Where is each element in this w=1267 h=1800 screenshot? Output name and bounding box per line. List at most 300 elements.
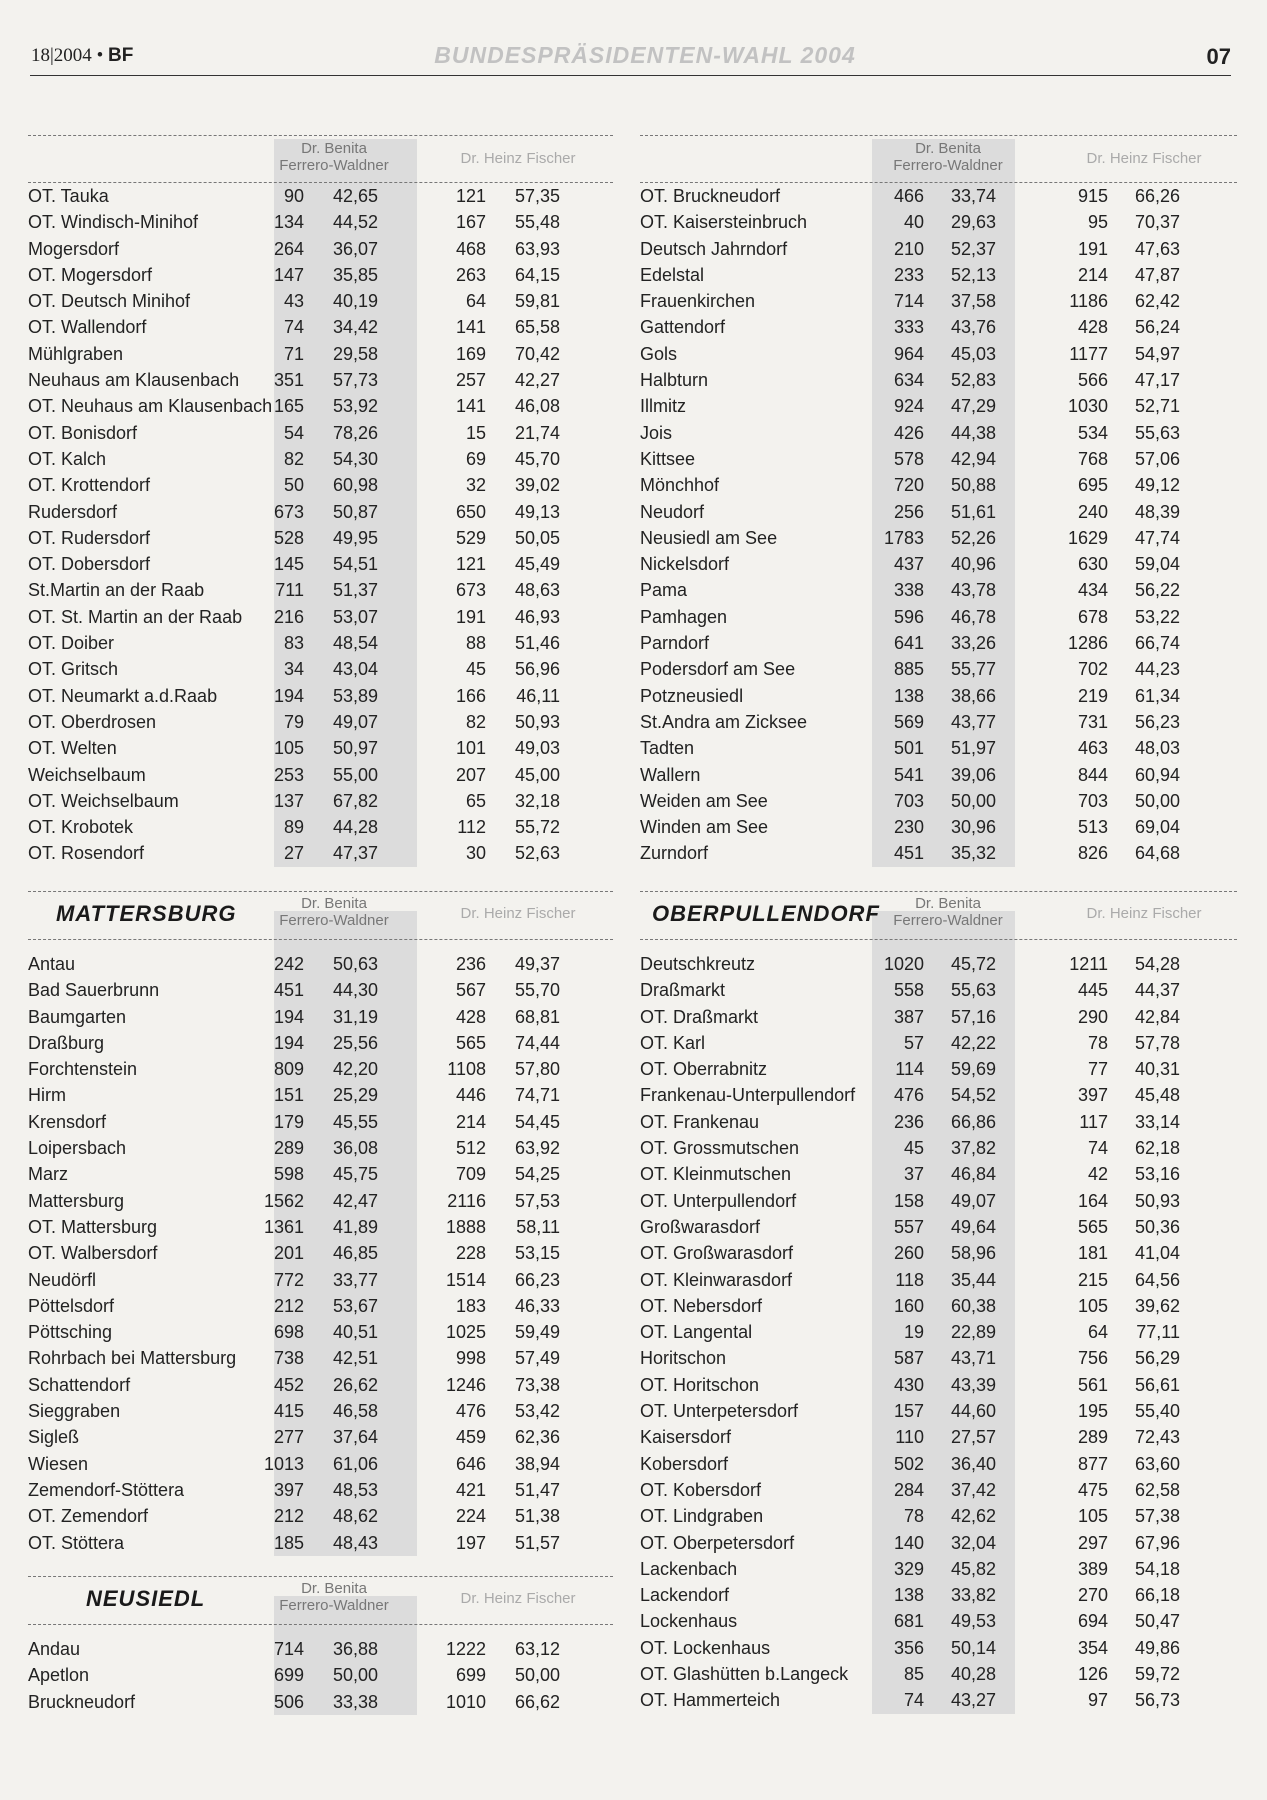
percent-ferrero-waldner: 42,51	[332, 1348, 378, 1369]
percent-fischer: 59,49	[514, 1322, 560, 1343]
votes-fischer: 446	[455, 1085, 486, 1106]
votes-ferrero-waldner: 596	[893, 606, 924, 627]
table-row	[28, 1030, 613, 1056]
table-row	[640, 393, 1237, 419]
percent-ferrero-waldner: 52,26	[950, 527, 996, 548]
percent-fischer: 40,31	[1134, 1059, 1180, 1080]
votes-fischer: 512	[455, 1138, 486, 1159]
votes-fischer: 703	[1077, 790, 1108, 811]
percent-ferrero-waldner: 35,44	[950, 1269, 996, 1290]
percent-ferrero-waldner: 55,63	[950, 980, 996, 1001]
table-row	[28, 840, 613, 866]
percent-fischer: 42,27	[514, 370, 560, 391]
table-row	[640, 1530, 1237, 1556]
votes-fischer: 105	[1077, 1506, 1108, 1527]
municipality-name: OT. Unterpullendorf	[640, 1190, 797, 1211]
votes-ferrero-waldner: 71	[283, 343, 304, 364]
percent-fischer: 66,62	[514, 1691, 560, 1712]
municipality-name: OT. Dobersdorf	[28, 554, 151, 575]
votes-ferrero-waldner: 151	[273, 1085, 304, 1106]
table-row	[640, 1109, 1237, 1135]
divider	[640, 135, 1237, 136]
municipality-name: Parndorf	[640, 633, 710, 654]
table-row	[640, 1214, 1237, 1240]
municipality-name: OT. Kalch	[28, 448, 107, 469]
votes-fischer: 181	[1077, 1243, 1108, 1264]
percent-ferrero-waldner: 53,89	[332, 685, 378, 706]
votes-fischer: 121	[455, 186, 486, 206]
table-row	[640, 367, 1237, 393]
percent-fischer: 50,93	[514, 711, 560, 732]
votes-fischer: 101	[455, 738, 486, 759]
votes-ferrero-waldner: 387	[893, 1006, 924, 1027]
percent-fischer: 49,03	[514, 738, 560, 759]
votes-fischer: 65	[465, 790, 486, 811]
municipality-name: Gattendorf	[640, 317, 726, 338]
percent-ferrero-waldner: 44,52	[332, 212, 378, 233]
table-row	[28, 604, 613, 630]
percent-fischer: 49,13	[514, 501, 560, 522]
votes-fischer: 126	[1077, 1664, 1108, 1685]
percent-ferrero-waldner: 37,42	[950, 1479, 996, 1500]
table-row	[640, 814, 1237, 840]
votes-ferrero-waldner: 194	[273, 1032, 304, 1053]
municipality-name: Hirm	[28, 1085, 66, 1106]
votes-ferrero-waldner: 40	[903, 212, 924, 233]
percent-ferrero-waldner: 57,73	[332, 370, 378, 391]
votes-fischer: 64	[465, 291, 486, 312]
percent-fischer: 50,00	[514, 1665, 560, 1686]
percent-fischer: 58,11	[516, 1216, 560, 1237]
votes-ferrero-waldner: 79	[283, 711, 304, 732]
table-row	[28, 1267, 613, 1293]
votes-fischer: 64	[1087, 1322, 1108, 1343]
percent-ferrero-waldner: 50,63	[332, 954, 378, 974]
table-row	[640, 709, 1237, 735]
percent-ferrero-waldner: 46,85	[332, 1243, 378, 1264]
votes-ferrero-waldner: 501	[893, 738, 924, 759]
municipality-name: Neudörfl	[28, 1269, 97, 1290]
region-mattersburg	[28, 885, 613, 1556]
table-row	[640, 472, 1237, 498]
municipality-name: OT. Doiber	[28, 633, 115, 654]
percent-fischer: 68,81	[514, 1006, 560, 1027]
percent-ferrero-waldner: 42,94	[950, 448, 996, 469]
votes-ferrero-waldner: 137	[273, 790, 304, 811]
votes-ferrero-waldner: 541	[893, 764, 924, 785]
percent-ferrero-waldner: 43,04	[332, 659, 378, 680]
municipality-name: Frauenkirchen	[640, 291, 756, 312]
municipality-name: OT. Gritsch	[28, 659, 119, 680]
table-row	[640, 735, 1237, 761]
percent-ferrero-waldner: 33,82	[950, 1585, 996, 1606]
table-row	[640, 1319, 1237, 1345]
table-row	[28, 577, 613, 603]
percent-fischer: 32,18	[514, 790, 560, 811]
municipality-name: OT. Neumarkt a.d.Raab	[28, 685, 218, 706]
table-row	[28, 393, 613, 419]
votes-ferrero-waldner: 720	[893, 475, 924, 496]
percent-fischer: 48,63	[514, 580, 560, 601]
votes-ferrero-waldner: 27	[283, 843, 304, 864]
candidate-a-label: Dr. Benita Ferrero-Waldner	[893, 895, 1003, 929]
votes-ferrero-waldner: 578	[893, 448, 924, 469]
table-row	[28, 1477, 613, 1503]
table-row	[640, 1608, 1237, 1634]
percent-ferrero-waldner: 45,55	[332, 1111, 378, 1132]
votes-ferrero-waldner: 145	[273, 554, 304, 575]
votes-ferrero-waldner: 138	[893, 1585, 924, 1606]
percent-fischer: 67,96	[1134, 1532, 1180, 1553]
votes-ferrero-waldner: 738	[273, 1348, 304, 1369]
municipality-name: Andau	[28, 1639, 81, 1659]
votes-fischer: 1211	[1069, 954, 1108, 974]
percent-fischer: 47,63	[1134, 238, 1180, 259]
votes-ferrero-waldner: 74	[903, 1690, 924, 1711]
votes-fischer: 567	[455, 980, 486, 1001]
votes-fischer: 214	[455, 1111, 486, 1132]
rows	[640, 183, 1237, 867]
votes-fischer: 74	[1087, 1138, 1108, 1159]
votes-ferrero-waldner: 502	[893, 1453, 924, 1474]
municipality-name: OT. Rosendorf	[28, 843, 145, 864]
table-row	[640, 951, 1237, 977]
divider	[28, 1576, 613, 1577]
percent-ferrero-waldner: 48,54	[332, 633, 378, 654]
percent-ferrero-waldner: 52,83	[950, 370, 996, 391]
votes-ferrero-waldner: 253	[273, 764, 304, 785]
votes-fischer: 463	[1077, 738, 1108, 759]
votes-ferrero-waldner: 157	[893, 1401, 924, 1422]
table-row	[28, 367, 613, 393]
table-row	[640, 1135, 1237, 1161]
votes-ferrero-waldner: 587	[893, 1348, 924, 1369]
municipality-name: OT. Großwarasdorf	[640, 1243, 794, 1264]
municipality-name: OT. Nebersdorf	[640, 1295, 763, 1316]
municipality-name: OT. Langental	[640, 1322, 753, 1343]
percent-fischer: 54,45	[514, 1111, 560, 1132]
municipality-name: Pöttelsdorf	[28, 1295, 115, 1316]
table-row	[640, 1556, 1237, 1582]
table-row	[640, 525, 1237, 551]
municipality-name: OT. Mogersdorf	[28, 264, 153, 285]
votes-fischer: 183	[455, 1295, 486, 1316]
votes-ferrero-waldner: 1562	[263, 1190, 304, 1211]
municipality-name: Großwarasdorf	[640, 1216, 761, 1237]
municipality-name: Lockenhaus	[640, 1611, 738, 1632]
percent-ferrero-waldner: 26,62	[332, 1374, 378, 1395]
table-row	[28, 788, 613, 814]
municipality-name: OT. St. Martin an der Raab	[28, 606, 243, 627]
municipality-name: Mühlgraben	[28, 343, 124, 364]
table-row	[640, 1030, 1237, 1056]
votes-fischer: 297	[1077, 1532, 1108, 1553]
votes-fischer: 844	[1077, 764, 1108, 785]
municipality-name: Pama	[640, 580, 688, 601]
table-row	[28, 1503, 613, 1529]
votes-ferrero-waldner: 118	[895, 1269, 924, 1290]
table-row	[640, 446, 1237, 472]
municipality-name: Kaisersdorf	[640, 1427, 732, 1448]
votes-fischer: 1025	[445, 1322, 486, 1343]
votes-ferrero-waldner: 1013	[263, 1453, 304, 1474]
votes-ferrero-waldner: 194	[273, 685, 304, 706]
votes-fischer: 694	[1077, 1611, 1108, 1632]
percent-ferrero-waldner: 35,32	[950, 843, 996, 864]
percent-fischer: 56,24	[1134, 317, 1180, 338]
percent-fischer: 56,22	[1134, 580, 1180, 601]
table-row	[640, 604, 1237, 630]
municipality-name: OT. Wallendorf	[28, 317, 147, 338]
votes-ferrero-waldner: 415	[273, 1401, 304, 1422]
table-row	[28, 709, 613, 735]
municipality-name: Draßmarkt	[640, 980, 725, 1001]
votes-ferrero-waldner: 451	[893, 843, 924, 864]
percent-fischer: 47,17	[1134, 370, 1180, 391]
percent-ferrero-waldner: 66,86	[950, 1111, 996, 1132]
votes-ferrero-waldner: 43	[283, 291, 304, 312]
percent-fischer: 70,37	[1134, 212, 1180, 233]
divider	[640, 891, 1237, 892]
percent-ferrero-waldner: 42,47	[332, 1190, 378, 1211]
votes-fischer: 1010	[445, 1691, 486, 1712]
table-row	[28, 1240, 613, 1266]
votes-fischer: 476	[455, 1401, 486, 1422]
votes-ferrero-waldner: 466	[893, 186, 924, 206]
percent-fischer: 64,15	[514, 264, 560, 285]
table-row	[28, 951, 613, 977]
votes-ferrero-waldner: 451	[273, 980, 304, 1001]
percent-fischer: 39,02	[514, 475, 560, 496]
percent-fischer: 57,78	[1134, 1032, 1180, 1053]
municipality-name: OT. Lockenhaus	[640, 1637, 771, 1658]
table-row	[28, 1082, 613, 1108]
votes-fischer: 30	[465, 843, 486, 864]
votes-fischer: 195	[1077, 1401, 1108, 1422]
percent-fischer: 39,62	[1134, 1295, 1180, 1316]
municipality-name: St.Andra am Zicksee	[640, 711, 808, 732]
region-header	[640, 885, 1237, 951]
percent-ferrero-waldner: 48,43	[332, 1532, 378, 1553]
percent-fischer: 60,94	[1134, 764, 1180, 785]
table-row	[640, 183, 1237, 209]
table-row	[28, 977, 613, 1003]
percent-ferrero-waldner: 53,92	[332, 396, 378, 417]
votes-ferrero-waldner: 90	[283, 186, 304, 206]
table-row	[640, 683, 1237, 709]
percent-ferrero-waldner: 43,76	[950, 317, 996, 338]
votes-ferrero-waldner: 924	[893, 396, 924, 417]
municipality-name: Wiesen	[28, 1453, 89, 1474]
table-row	[28, 236, 613, 262]
percent-fischer: 64,56	[1134, 1269, 1180, 1290]
percent-fischer: 57,35	[514, 186, 560, 206]
percent-ferrero-waldner: 54,30	[332, 448, 378, 469]
votes-fischer: 1177	[1069, 343, 1108, 364]
percent-fischer: 59,72	[1134, 1664, 1180, 1685]
table-row	[640, 288, 1237, 314]
table-row	[640, 1056, 1237, 1082]
municipality-name: Pöttsching	[28, 1322, 113, 1343]
table-row	[28, 183, 613, 209]
votes-fischer: 566	[1077, 370, 1108, 391]
votes-ferrero-waldner: 437	[893, 554, 924, 575]
percent-ferrero-waldner: 58,96	[950, 1243, 996, 1264]
municipality-name: Kittsee	[640, 448, 696, 469]
votes-ferrero-waldner: 78	[903, 1506, 924, 1527]
percent-fischer: 74,71	[514, 1085, 560, 1106]
percent-ferrero-waldner: 43,71	[950, 1348, 996, 1369]
region-title: OBERPULLENDORF	[652, 901, 880, 926]
votes-fischer: 1246	[445, 1374, 486, 1395]
votes-ferrero-waldner: 558	[893, 980, 924, 1001]
percent-ferrero-waldner: 30,96	[950, 817, 996, 838]
percent-fischer: 62,18	[1134, 1138, 1180, 1159]
votes-fischer: 678	[1077, 606, 1108, 627]
candidate-b-label: Dr. Heinz Fischer	[1086, 150, 1202, 167]
percent-ferrero-waldner: 50,87	[332, 501, 378, 522]
votes-fischer: 141	[455, 317, 486, 338]
votes-ferrero-waldner: 711	[275, 580, 304, 601]
table-row	[640, 1161, 1237, 1187]
percent-ferrero-waldner: 54,51	[332, 554, 378, 575]
percent-ferrero-waldner: 46,58	[332, 1401, 378, 1422]
percent-ferrero-waldner: 33,77	[332, 1269, 378, 1290]
votes-ferrero-waldner: 57	[903, 1032, 924, 1053]
votes-fischer: 1222	[445, 1639, 486, 1659]
percent-ferrero-waldner: 41,89	[332, 1216, 378, 1237]
percent-ferrero-waldner: 37,58	[950, 291, 996, 312]
votes-fischer: 534	[1077, 422, 1108, 443]
votes-fischer: 69	[465, 448, 486, 469]
percent-fischer: 42,84	[1134, 1006, 1180, 1027]
percent-ferrero-waldner: 35,85	[332, 264, 378, 285]
municipality-name: Rudersdorf	[28, 501, 118, 522]
votes-fischer: 2116	[447, 1190, 486, 1211]
votes-fischer: 1030	[1067, 396, 1108, 417]
candidate-b-label: Dr. Heinz Fischer	[460, 905, 576, 922]
percent-fischer: 47,74	[1134, 527, 1180, 548]
votes-fischer: 82	[465, 711, 486, 732]
votes-fischer: 169	[455, 343, 486, 364]
municipality-name: OT. Kobersdorf	[640, 1479, 762, 1500]
percent-fischer: 57,06	[1134, 448, 1180, 469]
votes-ferrero-waldner: 506	[273, 1691, 304, 1712]
percent-fischer: 45,48	[1134, 1085, 1180, 1106]
percent-fischer: 56,29	[1134, 1348, 1180, 1369]
votes-fischer: 257	[455, 370, 486, 391]
votes-ferrero-waldner: 673	[273, 501, 304, 522]
percent-ferrero-waldner: 27,57	[950, 1427, 996, 1448]
municipality-name: Rohrbach bei Mattersburg	[28, 1348, 237, 1369]
municipality-name: Loipersbach	[28, 1138, 127, 1159]
percent-fischer: 50,36	[1134, 1216, 1180, 1237]
votes-ferrero-waldner: 50	[283, 475, 304, 496]
percent-ferrero-waldner: 49,07	[332, 711, 378, 732]
percent-ferrero-waldner: 55,00	[332, 764, 378, 785]
percent-ferrero-waldner: 48,62	[332, 1506, 378, 1527]
votes-ferrero-waldner: 45	[903, 1138, 924, 1159]
votes-fischer: 768	[1077, 448, 1108, 469]
percent-ferrero-waldner: 33,38	[332, 1691, 378, 1712]
votes-fischer: 421	[455, 1479, 486, 1500]
votes-fischer: 565	[455, 1032, 486, 1053]
votes-fischer: 141	[455, 396, 486, 417]
table-row	[28, 1689, 613, 1715]
votes-ferrero-waldner: 179	[273, 1111, 304, 1132]
region-oberpullendorf	[640, 885, 1237, 1714]
percent-ferrero-waldner: 36,88	[332, 1639, 378, 1659]
percent-ferrero-waldner: 45,82	[950, 1558, 996, 1579]
table-row	[28, 341, 613, 367]
percent-fischer: 59,81	[514, 291, 560, 312]
municipality-name: OT. Horitschon	[640, 1374, 760, 1395]
percent-ferrero-waldner: 44,60	[950, 1401, 996, 1422]
candidate-b-label: Dr. Heinz Fischer	[460, 1590, 576, 1607]
municipality-name: Lackenbach	[640, 1558, 738, 1579]
percent-fischer: 46,93	[514, 606, 560, 627]
percent-ferrero-waldner: 36,08	[332, 1138, 378, 1159]
separator-dot: •	[96, 45, 104, 66]
table-row	[28, 1135, 613, 1161]
percent-fischer: 44,37	[1134, 980, 1180, 1001]
municipality-name: Jois	[640, 422, 673, 443]
percent-fischer: 51,38	[514, 1506, 560, 1527]
municipality-name: Horitschon	[640, 1348, 727, 1369]
percent-fischer: 45,49	[514, 554, 560, 575]
votes-ferrero-waldner: 256	[893, 501, 924, 522]
percent-ferrero-waldner: 61,06	[332, 1453, 378, 1474]
region-neusiedl	[28, 1570, 613, 1715]
percent-ferrero-waldner: 25,56	[332, 1032, 378, 1053]
percent-ferrero-waldner: 49,53	[950, 1611, 996, 1632]
percent-ferrero-waldner: 32,04	[950, 1532, 996, 1553]
table-row	[28, 630, 613, 656]
votes-ferrero-waldner: 260	[893, 1243, 924, 1264]
percent-fischer: 72,43	[1134, 1427, 1180, 1448]
votes-ferrero-waldner: 333	[893, 317, 924, 338]
percent-fischer: 74,44	[514, 1032, 560, 1053]
percent-ferrero-waldner: 44,30	[332, 980, 378, 1001]
votes-fischer: 290	[1077, 1006, 1108, 1027]
table-row	[640, 1687, 1237, 1713]
percent-fischer: 45,70	[514, 448, 560, 469]
percent-ferrero-waldner: 53,07	[332, 606, 378, 627]
municipality-name: Deutschkreutz	[640, 954, 756, 974]
percent-fischer: 54,97	[1134, 343, 1180, 364]
table-row	[28, 499, 613, 525]
table-row	[28, 472, 613, 498]
percent-fischer: 51,46	[514, 633, 560, 654]
municipality-name: OT. Unterpetersdorf	[640, 1401, 799, 1422]
percent-ferrero-waldner: 55,77	[950, 659, 996, 680]
table-row	[640, 209, 1237, 235]
votes-ferrero-waldner: 160	[893, 1295, 924, 1316]
percent-ferrero-waldner: 60,98	[332, 475, 378, 496]
votes-fischer: 1108	[447, 1059, 486, 1080]
municipality-name: Marz	[28, 1164, 68, 1185]
votes-fischer: 756	[1077, 1348, 1108, 1369]
percent-ferrero-waldner: 49,64	[950, 1216, 996, 1237]
table-row	[640, 499, 1237, 525]
percent-ferrero-waldner: 42,62	[950, 1506, 996, 1527]
votes-fischer: 224	[455, 1506, 486, 1527]
percent-fischer: 50,00	[1134, 790, 1180, 811]
votes-fischer: 998	[455, 1348, 486, 1369]
percent-ferrero-waldner: 45,72	[950, 954, 996, 974]
votes-ferrero-waldner: 210	[893, 238, 924, 259]
votes-ferrero-waldner: 19	[903, 1322, 924, 1343]
